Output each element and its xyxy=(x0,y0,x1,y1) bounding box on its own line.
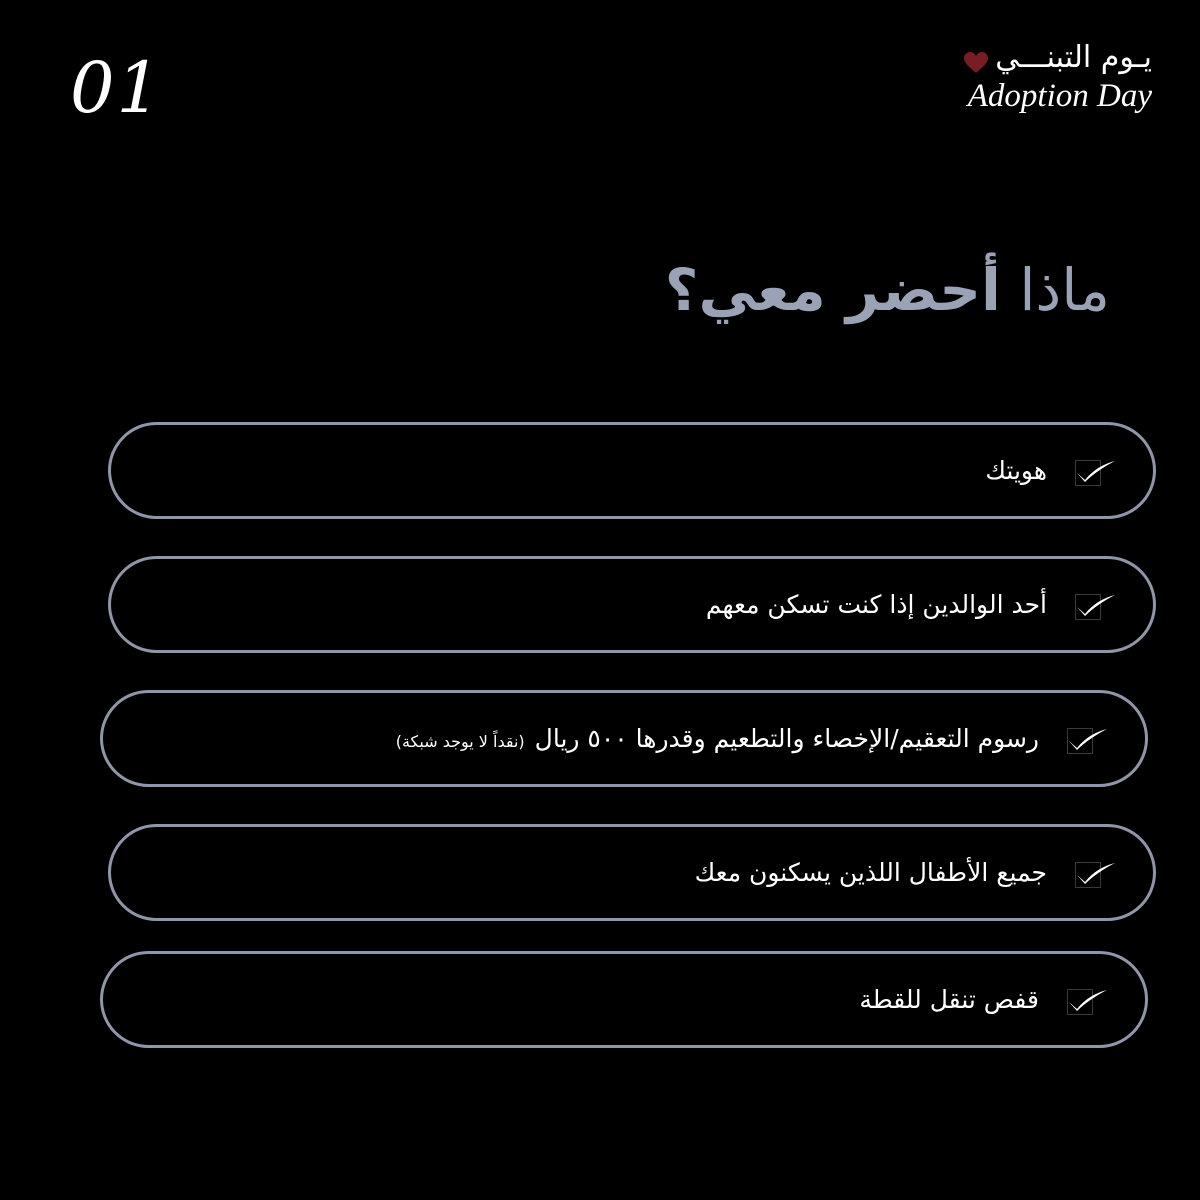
checkmark-icon xyxy=(1073,456,1117,486)
page-number: 01 xyxy=(70,47,164,129)
checkbox-checked[interactable] xyxy=(1065,985,1095,1015)
checklist-item-label: هويتك xyxy=(985,456,1047,485)
checkmark-icon xyxy=(1065,724,1109,754)
checklist-item-children xyxy=(108,824,1156,921)
title-part-1: ماذا xyxy=(1019,256,1110,324)
checklist-item-carrier xyxy=(100,951,1148,1048)
checklist-item-parent xyxy=(108,556,1156,653)
checkmark-icon xyxy=(1073,858,1117,888)
checklist-item-label: جميع الأطفال اللذين يسكنون معك xyxy=(694,858,1047,887)
logo-english-text: Adoption Day xyxy=(967,78,1152,114)
checklist-item-note: (نقداً لا يوجد شبكة) xyxy=(395,732,525,751)
checklist-item-label: رسوم التعقيم/الإخصاء والتطعيم وقدرها ٥٠٠ ريال(نقداً لا يوجد شبكة) xyxy=(395,724,1039,753)
checklist-item-label: قفص تنقل للقطة xyxy=(859,985,1039,1014)
checkbox-checked[interactable] xyxy=(1065,724,1095,754)
checkbox-checked[interactable] xyxy=(1073,590,1103,620)
checkmark-icon xyxy=(1065,985,1109,1015)
checkmark-icon xyxy=(1073,590,1117,620)
checklist-item-id xyxy=(108,422,1156,519)
checkbox-checked[interactable] xyxy=(1073,858,1103,888)
checklist-item-label: أحد الوالدين إذا كنت تسكن معهم xyxy=(705,590,1047,619)
title-part-2: أحضر معي؟ xyxy=(664,256,1001,324)
logo-arabic-text: يـوم التبنـــي xyxy=(995,40,1152,75)
checkbox-checked[interactable] xyxy=(1073,456,1103,486)
checklist-item-fees xyxy=(100,690,1148,787)
